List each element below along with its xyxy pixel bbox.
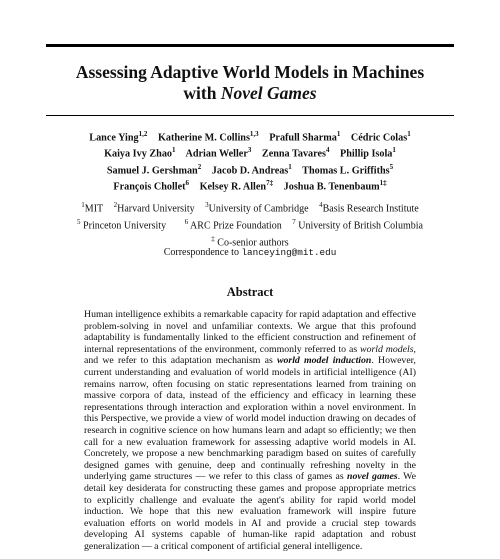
author-name: Jacob D. Andreas xyxy=(211,165,289,177)
affiliation-sup: 1 xyxy=(81,201,85,209)
affiliation-name: Harvard University xyxy=(117,203,195,215)
author-line-3 xyxy=(40,161,460,177)
affiliation-name: University of Cambridge xyxy=(208,203,309,215)
title-line-2-prefix: with xyxy=(183,83,221,103)
author-list xyxy=(40,128,460,194)
affiliation-name: University of British Columbia xyxy=(298,220,423,232)
abstract-italic: world models xyxy=(360,343,414,355)
author-sup: 1 xyxy=(336,130,341,138)
author-name: Katherine M. Collins xyxy=(157,132,250,144)
affiliations xyxy=(30,199,470,249)
abstract-heading: Abstract xyxy=(226,285,274,299)
affiliation-name: Princeton University xyxy=(83,220,167,232)
affiliation-sup: 2 xyxy=(113,201,118,209)
author-name: Adrian Weller xyxy=(185,148,248,160)
abstract-bold: novel games xyxy=(347,471,398,483)
author-sup: 3 xyxy=(247,146,252,155)
top-rule xyxy=(46,44,454,47)
affiliation-sup: 5 xyxy=(77,217,81,226)
affiliation-line-2 xyxy=(30,216,470,233)
affiliation-line-1 xyxy=(30,199,470,216)
affiliation-sup: 6 xyxy=(184,217,189,226)
affiliation-name: MIT xyxy=(84,203,104,215)
author-name: Cédric Colas xyxy=(350,132,408,144)
author-sup: 1 xyxy=(288,162,292,171)
affiliation-name: Basis Research Institute xyxy=(322,203,419,215)
title-line-2 xyxy=(30,83,470,104)
author-sup: 7‡ xyxy=(266,179,274,188)
author-sup: 5 xyxy=(389,162,394,171)
affiliation-sup: ‡ xyxy=(211,234,215,243)
affiliation-sup: 4 xyxy=(319,201,323,209)
author-sup: 2 xyxy=(197,162,202,171)
title-line-2-italic: Novel Games xyxy=(220,83,317,103)
abstract-text: . We detail key desiderata for constructing these games and propose appropriate metrics to explicitly challenge and evaluate the agent's ability for rapid world model induction. We hope that this new evaluation framework will inspire future evaluation efforts on world models in AI and provide a crucial step towards developing AI systems capable of human-like rapid adaptation and robust generalization — a critical component of artificial general intelligence. xyxy=(84,471,416,552)
author-sup: 4 xyxy=(325,146,330,155)
author-name: Lance Ying xyxy=(89,132,139,144)
author-sup: 1 xyxy=(392,146,396,155)
correspondence xyxy=(30,247,470,259)
title-rule xyxy=(46,115,454,116)
abstract-bold: world model induction xyxy=(276,355,372,367)
author-sup: 1 xyxy=(407,130,411,138)
abstract-text: , and we refer to this adaptation mechanism as xyxy=(84,343,416,367)
affiliation-name: ARC Prize Foundation xyxy=(190,220,282,232)
correspondence-email[interactable]: lanceying@mit.edu xyxy=(241,247,337,258)
author-name: Phillip Isola xyxy=(340,148,393,160)
author-sup: 1,2 xyxy=(138,130,148,138)
author-name: François Chollet xyxy=(113,181,186,193)
author-sup: 1 xyxy=(172,146,176,155)
author-name: Thomas L. Griffiths xyxy=(302,165,390,177)
abstract-body xyxy=(84,309,416,552)
author-name: Joshua B. Tenenbaum xyxy=(283,181,380,193)
author-name: Prafull Sharma xyxy=(269,132,337,144)
abstract-text: Human intelligence exhibits a remarkable capacity for rapid adaptation and effective problem-solving in novel and unfamiliar contexts. We argue that this profound adaptability is fundamentally linked to the efficient construction and refinement of internal representations of the environment, commonly referred to as xyxy=(84,309,416,355)
author-line-2 xyxy=(40,144,460,160)
title-line-1: Assessing Adaptive World Models in Machines xyxy=(75,62,425,82)
author-sup: 6 xyxy=(185,179,190,188)
author-sup: 1,3 xyxy=(249,130,259,138)
author-line-4 xyxy=(40,177,460,193)
affiliation-name: Co-senior authors xyxy=(217,236,289,248)
affiliation-sup: 3 xyxy=(205,201,209,209)
author-name: Kelsey R. Allen xyxy=(199,181,267,193)
paper-title xyxy=(30,62,470,104)
author-name: Samuel J. Gershman xyxy=(106,165,198,177)
author-sup: 1‡ xyxy=(379,179,387,188)
author-line-1 xyxy=(40,128,460,144)
affiliation-sup: 7 xyxy=(292,217,296,226)
correspondence-label: Correspondence to xyxy=(163,247,239,258)
abstract-text: . However, current understanding and evaluation of world models in artificial intelligence (AI) remains narrow, often focusing on static representations learned from training on massive corpora of data, instead of the efficiency and efficacy in learning these representations through interaction and exploration within a novel environment. In this Perspective, we provide a view of world model induction drawing on decades of research in cognitive science on how humans learn and adapt so efficiently; we then call for a new evaluation framework for assessing adaptive world models in AI. Concretely, we propose a new benchmarking paradigm based on suites of carefully designed games with genuine, deep and continually refreshing novelty in the underlying game structures — we refer to this class of games as xyxy=(84,355,416,483)
author-name: Zenna Tavares xyxy=(261,148,326,160)
author-name: Kaiya Ivy Zhao xyxy=(104,148,173,160)
